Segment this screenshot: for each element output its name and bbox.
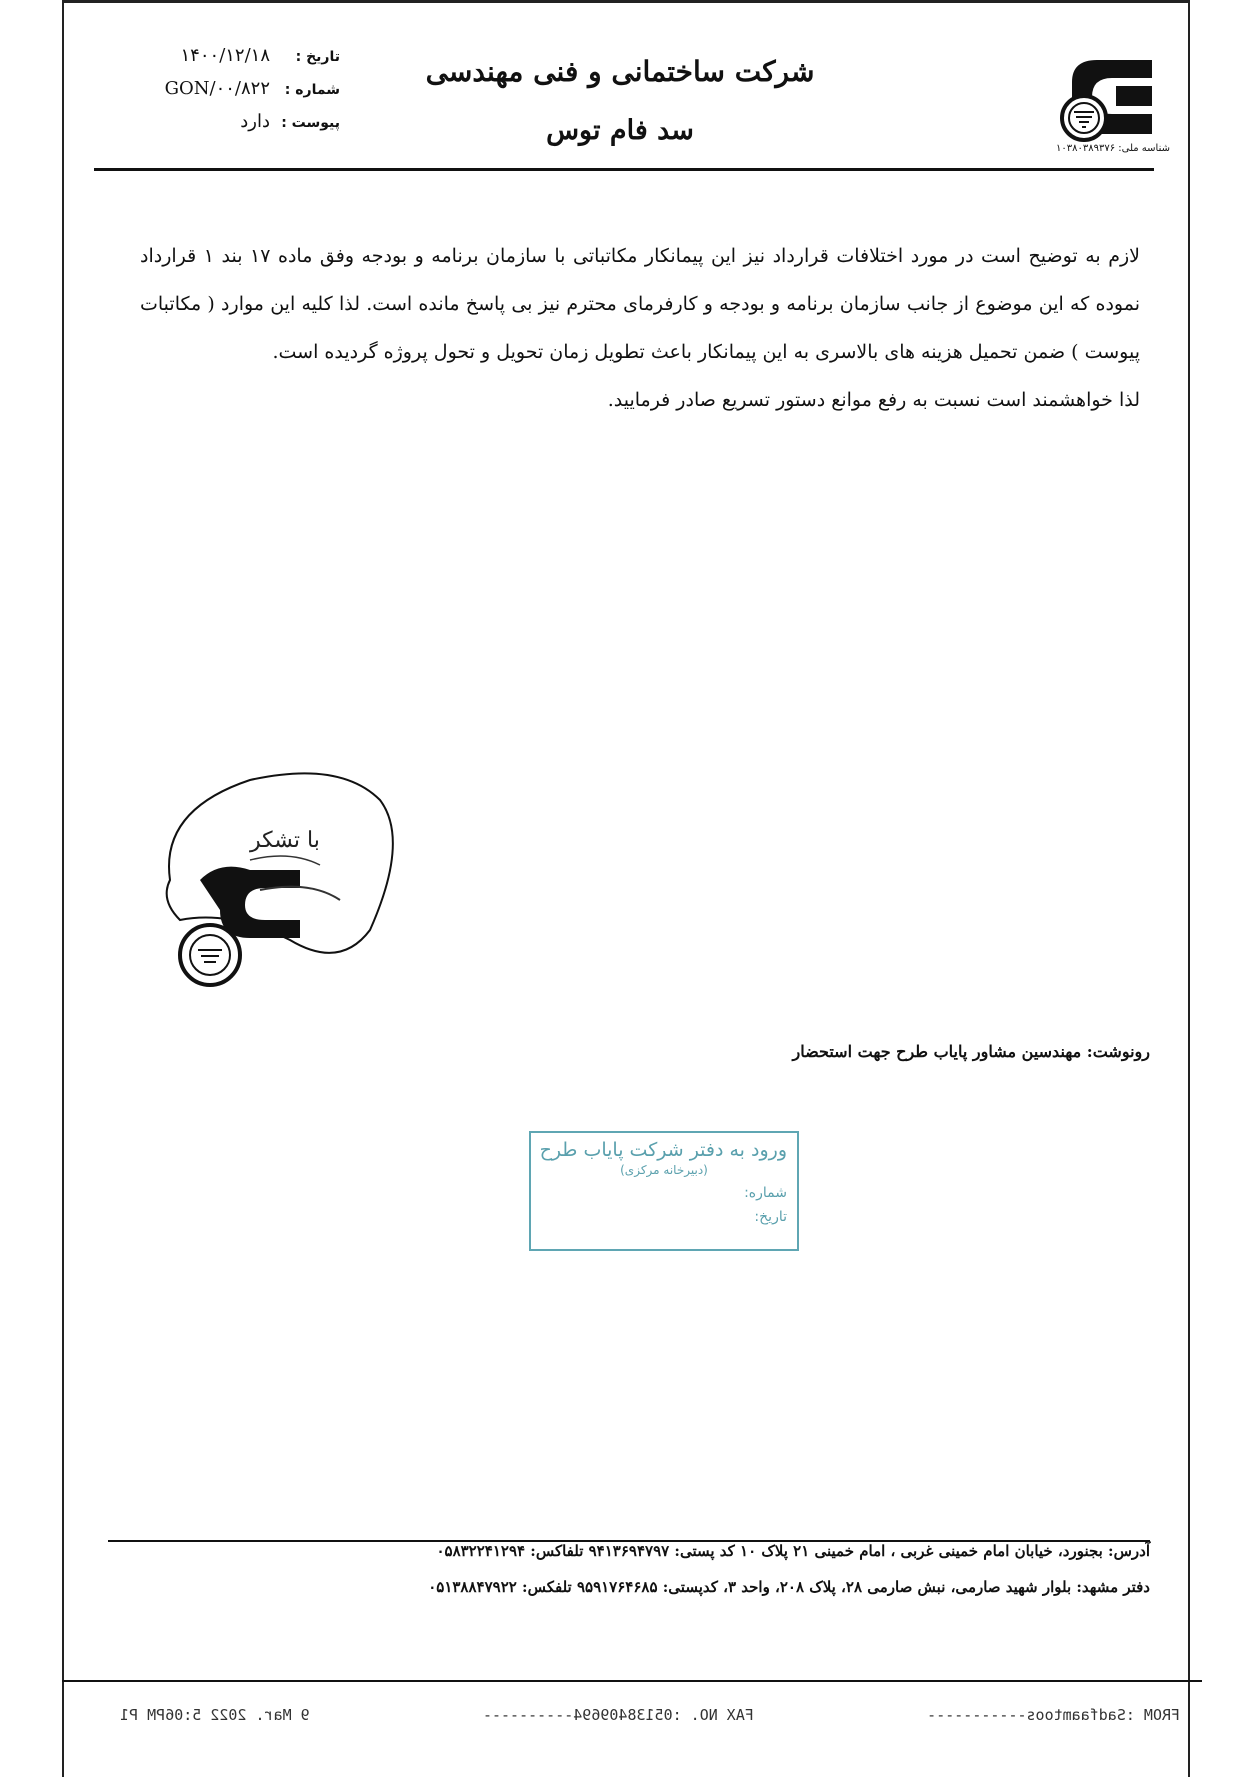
bottom-rule [62,1680,1202,1682]
date-label: تاریخ : [295,49,340,65]
footer-mashhad-office: دفتر مشهد: بلوار شهید صارمی، نبش صارمی ۲۸، پلاک ۲۰۸، واحد ۳، کدپستی: ۹۵۹۱۷۶۴۶۸۵ تلفکس: ۰۵۱۳۸۸۴۷۹۲۲ [428,1578,1150,1596]
number-value: GON/۰۰/۸۲۲ [164,78,270,99]
header-rule [94,168,1154,171]
registration-number: شناسه ملی: ۱۰۳۸۰۳۸۹۳۷۶ [1055,143,1170,154]
attachment-value: دارد [240,111,270,132]
stamp-date-field: تاریخ: [754,1209,787,1225]
closing-thanks: با تشکر [250,828,320,853]
footer-address: آدرس: بجنورد، خیابان امام خمینی غربی ، امام خمینی ۲۱ پلاک ۱۰ کد پستی: ۹۴۱۳۶۹۴۷۹۷ تلفاکس: ۰۵۸۳۲۲۴۱۲۹۴ [436,1542,1150,1560]
stamp-title: ورود به دفتر شرکت پایاب طرح [539,1139,787,1161]
fax-header [120,1700,1180,1730]
company-title: شرکت ساختمانی و فنی مهندسی [425,55,815,88]
body-paragraph-2: لذا خواهشمند است نسبت به رفع موانع دستور تسریع صادر فرمایید. [607,389,1140,411]
letter-meta [120,45,340,144]
entry-stamp [529,1131,799,1251]
company-logo-icon [1052,52,1158,152]
attachment-row [120,111,340,144]
date-row [120,45,340,78]
stamp-subtitle: (دبیرخانه مرکزی) [620,1163,708,1177]
top-edge [62,0,1190,3]
letter-body [140,232,1140,424]
fax-from: FROM :Sadfaamtoos----------- [927,1706,1180,1724]
fax-datetime: 9 Mar. 2022 5:06PM P1 [120,1706,310,1724]
date-value: ۱۴۰۰/۱۲/۱۸ [180,45,270,66]
cc-line: رونوشت: مهندسین مشاور پایاب طرح جهت استحضار [792,1042,1150,1061]
body-paragraph-1: لازم به توضیح است در مورد اختلافات قرارداد نیز این پیمانکار مکاتباتی با سازمان برنامه و بودجه وفق ماده ۱۷ بند ۱ قرارداد نموده که این موضوع از جانب سازمان برنامه و بودجه و کارفرمای محترم نیز بی پاسخ مانده است. لذا کلیه این موارد ( مکاتبات پیوست ) ضمن تحمیل هزینه های بالاسری به این پیمانکار باعث تطویل زمان تحویل و تحول پروژه گردیده است. [140,245,1140,363]
signature-stamp-icon [140,770,420,1020]
number-row [120,78,340,111]
number-label: شماره : [284,82,340,98]
company-subtitle: سد فام توس [546,115,694,146]
attachment-label: پیوست : [281,115,340,131]
fax-number: FAX NO. :05138409694---------- [482,1706,754,1724]
stamp-number-field: شماره: [744,1185,787,1201]
